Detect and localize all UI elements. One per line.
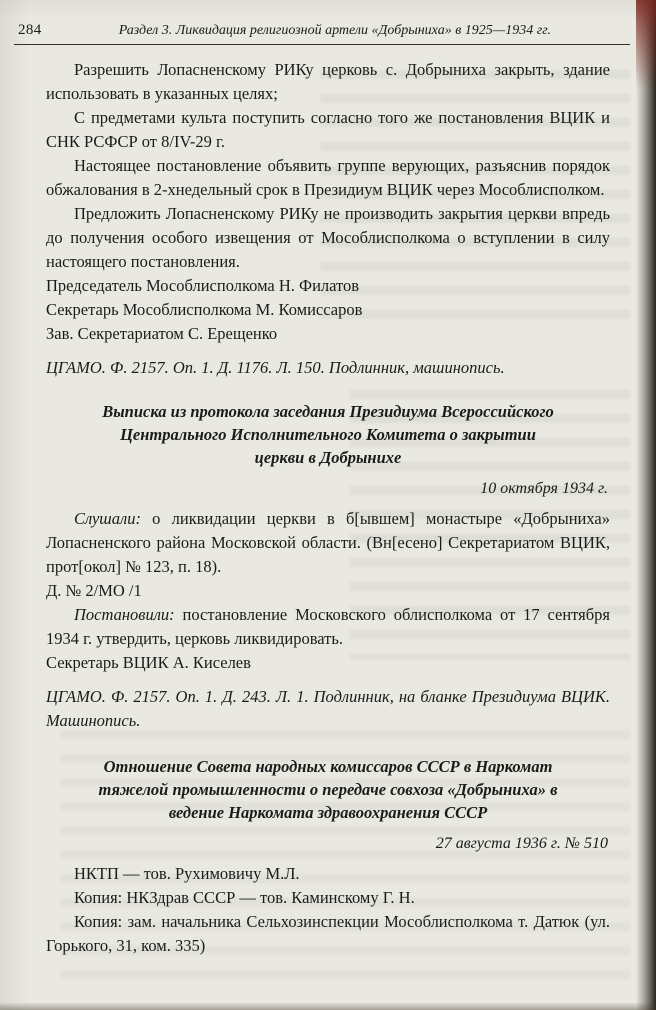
- document-title: Выписка из протокола заседания Президиума Всероссийского Центрального Исполнительного Комитета о закрытии церкви в Добрынихе: [102, 402, 554, 467]
- document-date: 10 октября 1934 г.: [480, 480, 608, 497]
- case-number: Д. № 2/МО /1: [46, 581, 142, 600]
- resolution-paragraph-2: С предметами культа поступить согласно того же постановления ВЦИК и СНК РСФСР от 8/IV-29 г.: [46, 108, 610, 151]
- document-date: 27 августа 1936 г. № 510: [435, 835, 608, 852]
- heard-text: о ликвидации церкви в б[ывшем] монастыре «Добрыниха» Лопасненского района Московской области. (Вн[есено] Секретариатом ВЦИК, прот[окол] № 123, п. 18).: [46, 509, 610, 576]
- running-header: [0, 0, 656, 39]
- scan-shadow-bottom: [0, 1002, 656, 1010]
- copy-line: Копия: зам. начальника Сельхозинспекции Мособлисполкома т. Датюк (ул. Горького, 31, ком. 335): [46, 912, 610, 955]
- signature-line: Секретарь ВЦИК А. Киселев: [46, 653, 251, 672]
- resolution-paragraph-1: Разрешить Лопасненскому РИКу церковь с. Добрыниха закрыть, здание использовать в указанных целях;: [46, 60, 610, 103]
- page-number: 284: [18, 22, 42, 38]
- resolved-text: постановление Московского облисполкома от 17 сентября 1934 г. утвердить, церковь ликвидировать.: [46, 605, 610, 648]
- heard-paragraph: [46, 507, 610, 579]
- running-title: Раздел 3. Ликвидация религиозной артели «Добрыниха» в 1925—1934 гг.: [118, 23, 551, 38]
- resolved-paragraph: [46, 603, 610, 651]
- heard-label: Слушали:: [74, 509, 141, 528]
- archive-source-citation: ЦГАМО. Ф. 2157. Оп. 1. Д. 1176. Л. 150. Подлинник, машинопись.: [46, 358, 505, 377]
- signature-line: Секретарь Мособлисполкома М. Комиссаров: [46, 300, 363, 319]
- resolution-paragraph-4: Предложить Лопасненскому РИКу не производить закрытия церкви впредь до получения особого извещения от Мособлисполкома о вступлении в силу настоящего постановления.: [46, 204, 610, 271]
- signature-line: Председатель Мособлисполкома Н. Филатов: [46, 276, 360, 295]
- addressee-line: НКТП — тов. Рухимовичу М.Л.: [74, 864, 300, 883]
- document-title: Отношение Совета народных комиссаров СССР в Наркомат тяжелой промышленности о передаче совхоза «Добрыниха» в ведение Наркомата здравоохранения СССР: [98, 757, 558, 822]
- copy-line: Копия: НКЗдрав СССР — тов. Каминскому Г. Н.: [74, 888, 415, 907]
- resolution-paragraph-3: Настоящее постановление объявить группе верующих, разъяснив порядок обжалования в 2-хнедельный срок в Президиум ВЦИК через Мособлисполком.: [46, 156, 610, 199]
- resolved-label: Постановили:: [74, 605, 175, 624]
- signature-line: Зав. Секретариатом С. Ерещенко: [46, 324, 278, 343]
- page-body: [0, 45, 656, 958]
- archive-source-citation: ЦГАМО. Ф. 2157. Оп. 1. Д. 243. Л. 1. Подлинник, на бланке Президиума ВЦИК. Машинопись.: [46, 687, 610, 730]
